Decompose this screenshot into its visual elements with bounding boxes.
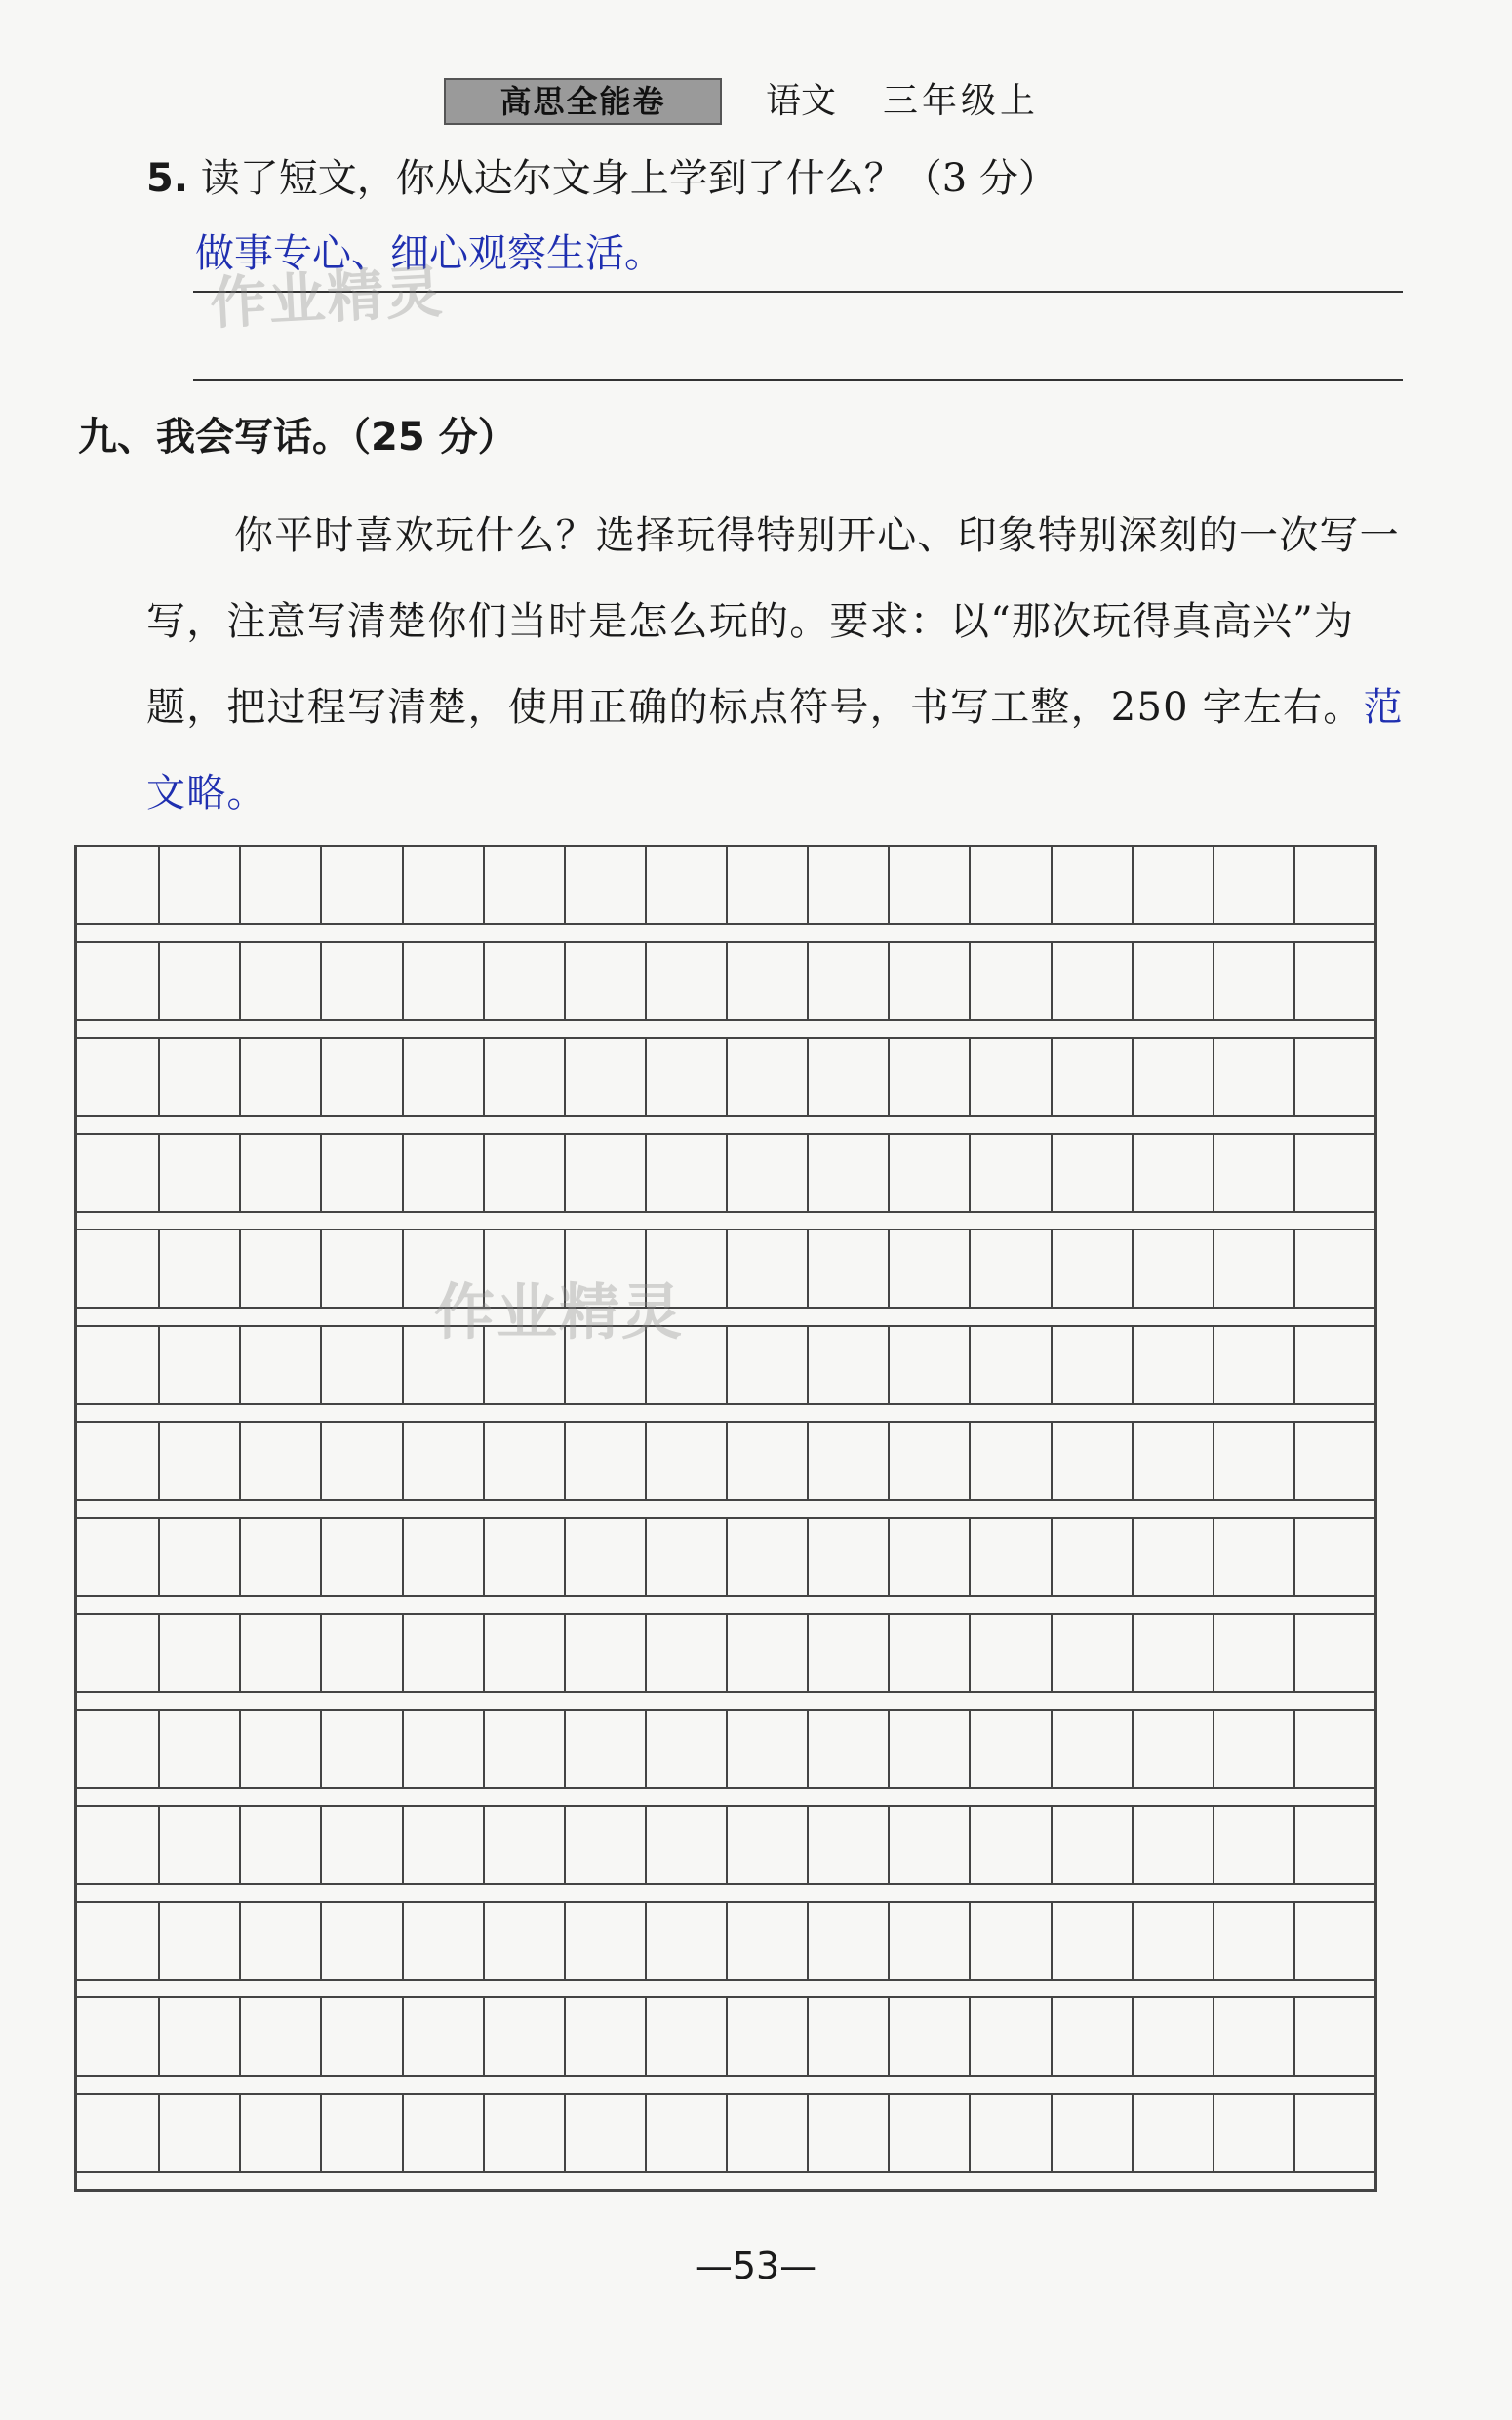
question-text: 读了短文，你从达尔文身上学到了什么？（3 分） bbox=[200, 156, 1057, 201]
grid-cell[interactable] bbox=[969, 1230, 1050, 1307]
grid-cell[interactable] bbox=[239, 1423, 320, 1499]
grid-cell[interactable] bbox=[807, 1039, 888, 1115]
grid-cell[interactable] bbox=[969, 1615, 1050, 1691]
question-5 bbox=[146, 151, 1057, 206]
grid-cell[interactable] bbox=[726, 2095, 807, 2171]
grid-cell[interactable] bbox=[1051, 1039, 1132, 1115]
grid-cell[interactable] bbox=[807, 2095, 888, 2171]
grid-cell[interactable] bbox=[888, 1711, 969, 1787]
grid-cell[interactable] bbox=[320, 1135, 401, 1211]
grid-cell[interactable] bbox=[158, 1903, 239, 1979]
grid-cell[interactable] bbox=[239, 1327, 320, 1403]
grid-cell[interactable] bbox=[1293, 2095, 1374, 2171]
grid-cell[interactable] bbox=[483, 1903, 564, 1979]
grid-cell[interactable] bbox=[726, 943, 807, 1019]
grid-cell[interactable] bbox=[807, 1998, 888, 2075]
grid-cell[interactable] bbox=[158, 1423, 239, 1499]
grid-cell[interactable] bbox=[320, 1230, 401, 1307]
grid-cell[interactable] bbox=[969, 847, 1050, 923]
grid-row bbox=[77, 941, 1374, 1021]
grid-cell[interactable] bbox=[1051, 1807, 1132, 1883]
grid-cell[interactable] bbox=[239, 1519, 320, 1595]
grid-cell[interactable] bbox=[726, 1135, 807, 1211]
grid-cell[interactable] bbox=[239, 1807, 320, 1883]
grid-cell[interactable] bbox=[645, 1230, 726, 1307]
grid-cell[interactable] bbox=[564, 1135, 645, 1211]
grid-cell[interactable] bbox=[1293, 1807, 1374, 1883]
grid-cell[interactable] bbox=[726, 1423, 807, 1499]
grid-cell[interactable] bbox=[888, 1903, 969, 1979]
grid-cell[interactable] bbox=[158, 943, 239, 1019]
grid-cell[interactable] bbox=[564, 2095, 645, 2171]
grid-cell[interactable] bbox=[1132, 1998, 1213, 2075]
grid-cell[interactable] bbox=[239, 1039, 320, 1115]
grid-cell[interactable] bbox=[1213, 1230, 1293, 1307]
series-title: 高思全能卷 bbox=[444, 78, 722, 125]
section-9-title: 九、我会写话。（25 分） bbox=[78, 415, 517, 460]
grid-cell[interactable] bbox=[645, 1998, 726, 2075]
grid-cell[interactable] bbox=[1293, 1327, 1374, 1403]
grade-label: 三年级上 bbox=[883, 81, 1040, 121]
grid-cell[interactable] bbox=[726, 1039, 807, 1115]
grid-cell[interactable] bbox=[483, 847, 564, 923]
grid-cell[interactable] bbox=[807, 1230, 888, 1307]
grid-cell[interactable] bbox=[239, 1903, 320, 1979]
grid-cell[interactable] bbox=[158, 1230, 239, 1307]
grid-cell[interactable] bbox=[239, 1711, 320, 1787]
grid-cell[interactable] bbox=[1051, 1423, 1132, 1499]
grid-row bbox=[77, 1805, 1374, 1885]
grid-row bbox=[77, 1229, 1374, 1309]
grid-cell[interactable] bbox=[1132, 2095, 1213, 2171]
grid-cell[interactable] bbox=[888, 1423, 969, 1499]
grid-cell[interactable] bbox=[402, 1423, 483, 1499]
grid-cell[interactable] bbox=[888, 1230, 969, 1307]
grid-cell[interactable] bbox=[645, 1327, 726, 1403]
grid-cell[interactable] bbox=[320, 1423, 401, 1499]
grid-cell[interactable] bbox=[239, 943, 320, 1019]
answer-line bbox=[193, 291, 1403, 293]
grid-cell[interactable] bbox=[1213, 1039, 1293, 1115]
grid-cell[interactable] bbox=[969, 1998, 1050, 2075]
grid-cell[interactable] bbox=[320, 1998, 401, 2075]
grid-cell[interactable] bbox=[483, 1615, 564, 1691]
grid-cell[interactable] bbox=[564, 1230, 645, 1307]
grid-cell[interactable] bbox=[1132, 1039, 1213, 1115]
grid-row bbox=[77, 1517, 1374, 1597]
grid-cell[interactable] bbox=[969, 1711, 1050, 1787]
grid-cell[interactable] bbox=[239, 847, 320, 923]
grid-cell[interactable] bbox=[726, 847, 807, 923]
grid-cell[interactable] bbox=[483, 2095, 564, 2171]
grid-cell[interactable] bbox=[888, 2095, 969, 2171]
grid-cell[interactable] bbox=[320, 1615, 401, 1691]
grid-row bbox=[77, 1996, 1374, 2077]
grid-cell[interactable] bbox=[807, 1327, 888, 1403]
subject-label: 语文 bbox=[766, 81, 837, 121]
grid-cell[interactable] bbox=[402, 1807, 483, 1883]
grid-cell[interactable] bbox=[807, 943, 888, 1019]
grid-cell[interactable] bbox=[158, 1807, 239, 1883]
grid-cell[interactable] bbox=[1132, 1615, 1213, 1691]
grid-cell[interactable] bbox=[1132, 1230, 1213, 1307]
grid-cell[interactable] bbox=[726, 1327, 807, 1403]
grid-cell[interactable] bbox=[1293, 1615, 1374, 1691]
grid-cell[interactable] bbox=[483, 1230, 564, 1307]
grid-cell[interactable] bbox=[483, 1327, 564, 1403]
grid-cell[interactable] bbox=[1293, 1039, 1374, 1115]
grid-row bbox=[77, 1133, 1374, 1213]
grid-cell[interactable] bbox=[402, 2095, 483, 2171]
grid-cell[interactable] bbox=[1051, 847, 1132, 923]
grid-cell[interactable] bbox=[564, 1039, 645, 1115]
grid-cell[interactable] bbox=[483, 1135, 564, 1211]
grid-cell[interactable] bbox=[158, 847, 239, 923]
question-number: 5. bbox=[146, 156, 189, 201]
grid-row bbox=[77, 1901, 1374, 1981]
grid-cell[interactable] bbox=[1051, 1903, 1132, 1979]
grid-cell[interactable] bbox=[320, 1903, 401, 1979]
grid-cell[interactable] bbox=[320, 1807, 401, 1883]
grid-cell[interactable] bbox=[158, 1519, 239, 1595]
grid-cell[interactable] bbox=[726, 1998, 807, 2075]
grid-cell[interactable] bbox=[645, 2095, 726, 2171]
grid-cell[interactable] bbox=[726, 1711, 807, 1787]
grid-cell[interactable] bbox=[239, 1230, 320, 1307]
grid-cell[interactable] bbox=[969, 943, 1050, 1019]
grid-cell[interactable] bbox=[1051, 943, 1132, 1019]
grid-cell[interactable] bbox=[402, 1998, 483, 2075]
grid-row bbox=[77, 1325, 1374, 1405]
grid-cell[interactable] bbox=[726, 1519, 807, 1595]
grid-row bbox=[77, 1037, 1374, 1117]
grid-cell[interactable] bbox=[1132, 1807, 1213, 1883]
grid-cell[interactable] bbox=[402, 1519, 483, 1595]
grid-cell[interactable] bbox=[1293, 1230, 1374, 1307]
grid-cell[interactable] bbox=[645, 847, 726, 923]
grid-cell[interactable] bbox=[1213, 1711, 1293, 1787]
grid-row bbox=[77, 2093, 1374, 2173]
grid-cell[interactable] bbox=[888, 1998, 969, 2075]
grid-cell[interactable] bbox=[1213, 943, 1293, 1019]
grid-cell[interactable] bbox=[158, 1615, 239, 1691]
grid-cell[interactable] bbox=[483, 1039, 564, 1115]
grid-cell[interactable] bbox=[239, 1135, 320, 1211]
grid-row bbox=[77, 1421, 1374, 1501]
grid-cell[interactable] bbox=[888, 943, 969, 1019]
grid-cell[interactable] bbox=[969, 1039, 1050, 1115]
grid-cell[interactable] bbox=[1213, 1998, 1293, 2075]
grid-cell[interactable] bbox=[483, 1807, 564, 1883]
grid-cell[interactable] bbox=[1293, 1998, 1374, 2075]
grid-cell[interactable] bbox=[402, 847, 483, 923]
grid-cell[interactable] bbox=[1132, 1519, 1213, 1595]
grid-cell[interactable] bbox=[1293, 1135, 1374, 1211]
grid-cell[interactable] bbox=[1213, 1903, 1293, 1979]
grid-cell[interactable] bbox=[1293, 943, 1374, 1019]
grid-cell[interactable] bbox=[645, 1039, 726, 1115]
grid-cell[interactable] bbox=[564, 1327, 645, 1403]
grid-cell[interactable] bbox=[888, 1519, 969, 1595]
grid-cell[interactable] bbox=[564, 1711, 645, 1787]
grid-cell[interactable] bbox=[726, 1903, 807, 1979]
grid-cell[interactable] bbox=[239, 1615, 320, 1691]
writing-prompt bbox=[146, 493, 1405, 836]
grid-cell[interactable] bbox=[402, 1327, 483, 1403]
grid-cell[interactable] bbox=[1051, 1135, 1132, 1211]
grid-row bbox=[77, 1709, 1374, 1789]
grid-cell[interactable] bbox=[320, 1519, 401, 1595]
grid-cell[interactable] bbox=[645, 1423, 726, 1499]
grid-cell[interactable] bbox=[1293, 847, 1374, 923]
grid-cell[interactable] bbox=[1293, 1423, 1374, 1499]
grid-cell[interactable] bbox=[645, 943, 726, 1019]
grid-cell[interactable] bbox=[888, 1615, 969, 1691]
grid-cell[interactable] bbox=[564, 1615, 645, 1691]
grid-cell[interactable] bbox=[888, 1327, 969, 1403]
grid-cell[interactable] bbox=[1051, 1519, 1132, 1595]
question-5-answer: 做事专心、细心观察生活。 bbox=[195, 231, 663, 276]
grid-cell[interactable] bbox=[888, 847, 969, 923]
grid-cell[interactable] bbox=[645, 1615, 726, 1691]
grid-cell[interactable] bbox=[1213, 1423, 1293, 1499]
grid-cell[interactable] bbox=[969, 1423, 1050, 1499]
grid-cell[interactable] bbox=[1132, 1327, 1213, 1403]
grid-cell[interactable] bbox=[402, 943, 483, 1019]
grid-cell[interactable] bbox=[645, 1519, 726, 1595]
grid-cell[interactable] bbox=[564, 1519, 645, 1595]
grid-cell[interactable] bbox=[158, 1135, 239, 1211]
grid-cell[interactable] bbox=[1051, 1230, 1132, 1307]
grid-cell[interactable] bbox=[402, 1711, 483, 1787]
grid-cell[interactable] bbox=[483, 1519, 564, 1595]
grid-cell[interactable] bbox=[1132, 1711, 1213, 1787]
grid-cell[interactable] bbox=[402, 1135, 483, 1211]
grid-cell[interactable] bbox=[1132, 1423, 1213, 1499]
grid-cell[interactable] bbox=[158, 1711, 239, 1787]
grid-cell[interactable] bbox=[239, 1998, 320, 2075]
grid-cell[interactable] bbox=[1293, 1519, 1374, 1595]
grid-cell[interactable] bbox=[320, 847, 401, 923]
grid-cell[interactable] bbox=[888, 1135, 969, 1211]
grid-cell[interactable] bbox=[320, 1327, 401, 1403]
grid-cell[interactable] bbox=[726, 1230, 807, 1307]
grid-cell[interactable] bbox=[726, 1615, 807, 1691]
grid-cell[interactable] bbox=[1051, 1711, 1132, 1787]
grid-cell[interactable] bbox=[645, 1903, 726, 1979]
grid-cell[interactable] bbox=[483, 943, 564, 1019]
page-header bbox=[0, 76, 1512, 135]
grid-cell[interactable] bbox=[807, 1615, 888, 1691]
grid-cell[interactable] bbox=[726, 1807, 807, 1883]
grid-cell[interactable] bbox=[1051, 1615, 1132, 1691]
grid-cell[interactable] bbox=[402, 1615, 483, 1691]
grid-cell[interactable] bbox=[320, 1039, 401, 1115]
prompt-answer: 范文略。 bbox=[146, 685, 1404, 816]
grid-cell[interactable] bbox=[564, 1903, 645, 1979]
grid-cell[interactable] bbox=[1213, 1135, 1293, 1211]
grid-cell[interactable] bbox=[807, 1423, 888, 1499]
grid-cell[interactable] bbox=[969, 1807, 1050, 1883]
grid-cell[interactable] bbox=[1213, 1807, 1293, 1883]
grid-cell[interactable] bbox=[1132, 1903, 1213, 1979]
grid-cell[interactable] bbox=[1051, 2095, 1132, 2171]
grid-cell[interactable] bbox=[1132, 943, 1213, 1019]
grid-cell[interactable] bbox=[645, 1807, 726, 1883]
grid-cell[interactable] bbox=[483, 1998, 564, 2075]
grid-cell[interactable] bbox=[807, 1135, 888, 1211]
grid-cell[interactable] bbox=[969, 1327, 1050, 1403]
grid-cell[interactable] bbox=[1213, 847, 1293, 923]
grid-cell[interactable] bbox=[402, 1230, 483, 1307]
grid-cell[interactable] bbox=[1213, 1615, 1293, 1691]
grid-cell[interactable] bbox=[645, 1711, 726, 1787]
watermark: 作业精灵 bbox=[434, 1276, 685, 1348]
grid-cell[interactable] bbox=[402, 1039, 483, 1115]
grid-cell[interactable] bbox=[1293, 1903, 1374, 1979]
grid-cell[interactable] bbox=[1293, 1711, 1374, 1787]
grid-cell[interactable] bbox=[564, 847, 645, 923]
grid-cell[interactable] bbox=[1132, 1135, 1213, 1211]
grid-cell[interactable] bbox=[320, 1711, 401, 1787]
grid-cell[interactable] bbox=[564, 943, 645, 1019]
grid-cell[interactable] bbox=[239, 2095, 320, 2171]
answer-line bbox=[193, 379, 1403, 381]
grid-cell[interactable] bbox=[402, 1903, 483, 1979]
grid-cell[interactable] bbox=[807, 847, 888, 923]
grid-cell[interactable] bbox=[807, 1519, 888, 1595]
grid-cell[interactable] bbox=[969, 2095, 1050, 2171]
grid-cell[interactable] bbox=[564, 1423, 645, 1499]
grid-cell[interactable] bbox=[807, 1711, 888, 1787]
grid-cell[interactable] bbox=[1132, 847, 1213, 923]
grid-cell[interactable] bbox=[564, 1807, 645, 1883]
grid-cell[interactable] bbox=[158, 1039, 239, 1115]
grid-cell[interactable] bbox=[807, 1903, 888, 1979]
grid-cell[interactable] bbox=[564, 1998, 645, 2075]
grid-cell[interactable] bbox=[969, 1903, 1050, 1979]
grid-cell[interactable] bbox=[158, 1998, 239, 2075]
prompt-text: 你平时喜欢玩什么？选择玩得特别开心、印象特别深刻的一次写一写，注意写清楚你们当时是怎么玩的。要求：以“那次玩得真高兴”为题，把过程写清楚，使用正确的标点符号，书写工整，250 字左右。 bbox=[146, 513, 1400, 730]
grid-cell[interactable] bbox=[1213, 1519, 1293, 1595]
grid-cell[interactable] bbox=[888, 1039, 969, 1115]
grid-cell[interactable] bbox=[320, 2095, 401, 2171]
grid-row bbox=[77, 1613, 1374, 1693]
grid-cell[interactable] bbox=[320, 943, 401, 1019]
grid-cell[interactable] bbox=[483, 1423, 564, 1499]
writing-grid[interactable] bbox=[74, 845, 1377, 2192]
grid-cell[interactable] bbox=[1051, 1327, 1132, 1403]
page-number: —53— bbox=[695, 2244, 817, 2287]
watermark: 作业精灵 bbox=[208, 258, 446, 338]
grid-cell[interactable] bbox=[483, 1711, 564, 1787]
grid-cell[interactable] bbox=[645, 1135, 726, 1211]
grid-cell[interactable] bbox=[1213, 2095, 1293, 2171]
grid-cell[interactable] bbox=[1213, 1327, 1293, 1403]
grid-cell[interactable] bbox=[807, 1807, 888, 1883]
grid-cell[interactable] bbox=[888, 1807, 969, 1883]
grid-cell[interactable] bbox=[969, 1519, 1050, 1595]
grid-cell[interactable] bbox=[158, 1327, 239, 1403]
grid-cell[interactable] bbox=[969, 1135, 1050, 1211]
grid-row bbox=[77, 845, 1374, 925]
grid-cell[interactable] bbox=[158, 2095, 239, 2171]
grid-cell[interactable] bbox=[1051, 1998, 1132, 2075]
